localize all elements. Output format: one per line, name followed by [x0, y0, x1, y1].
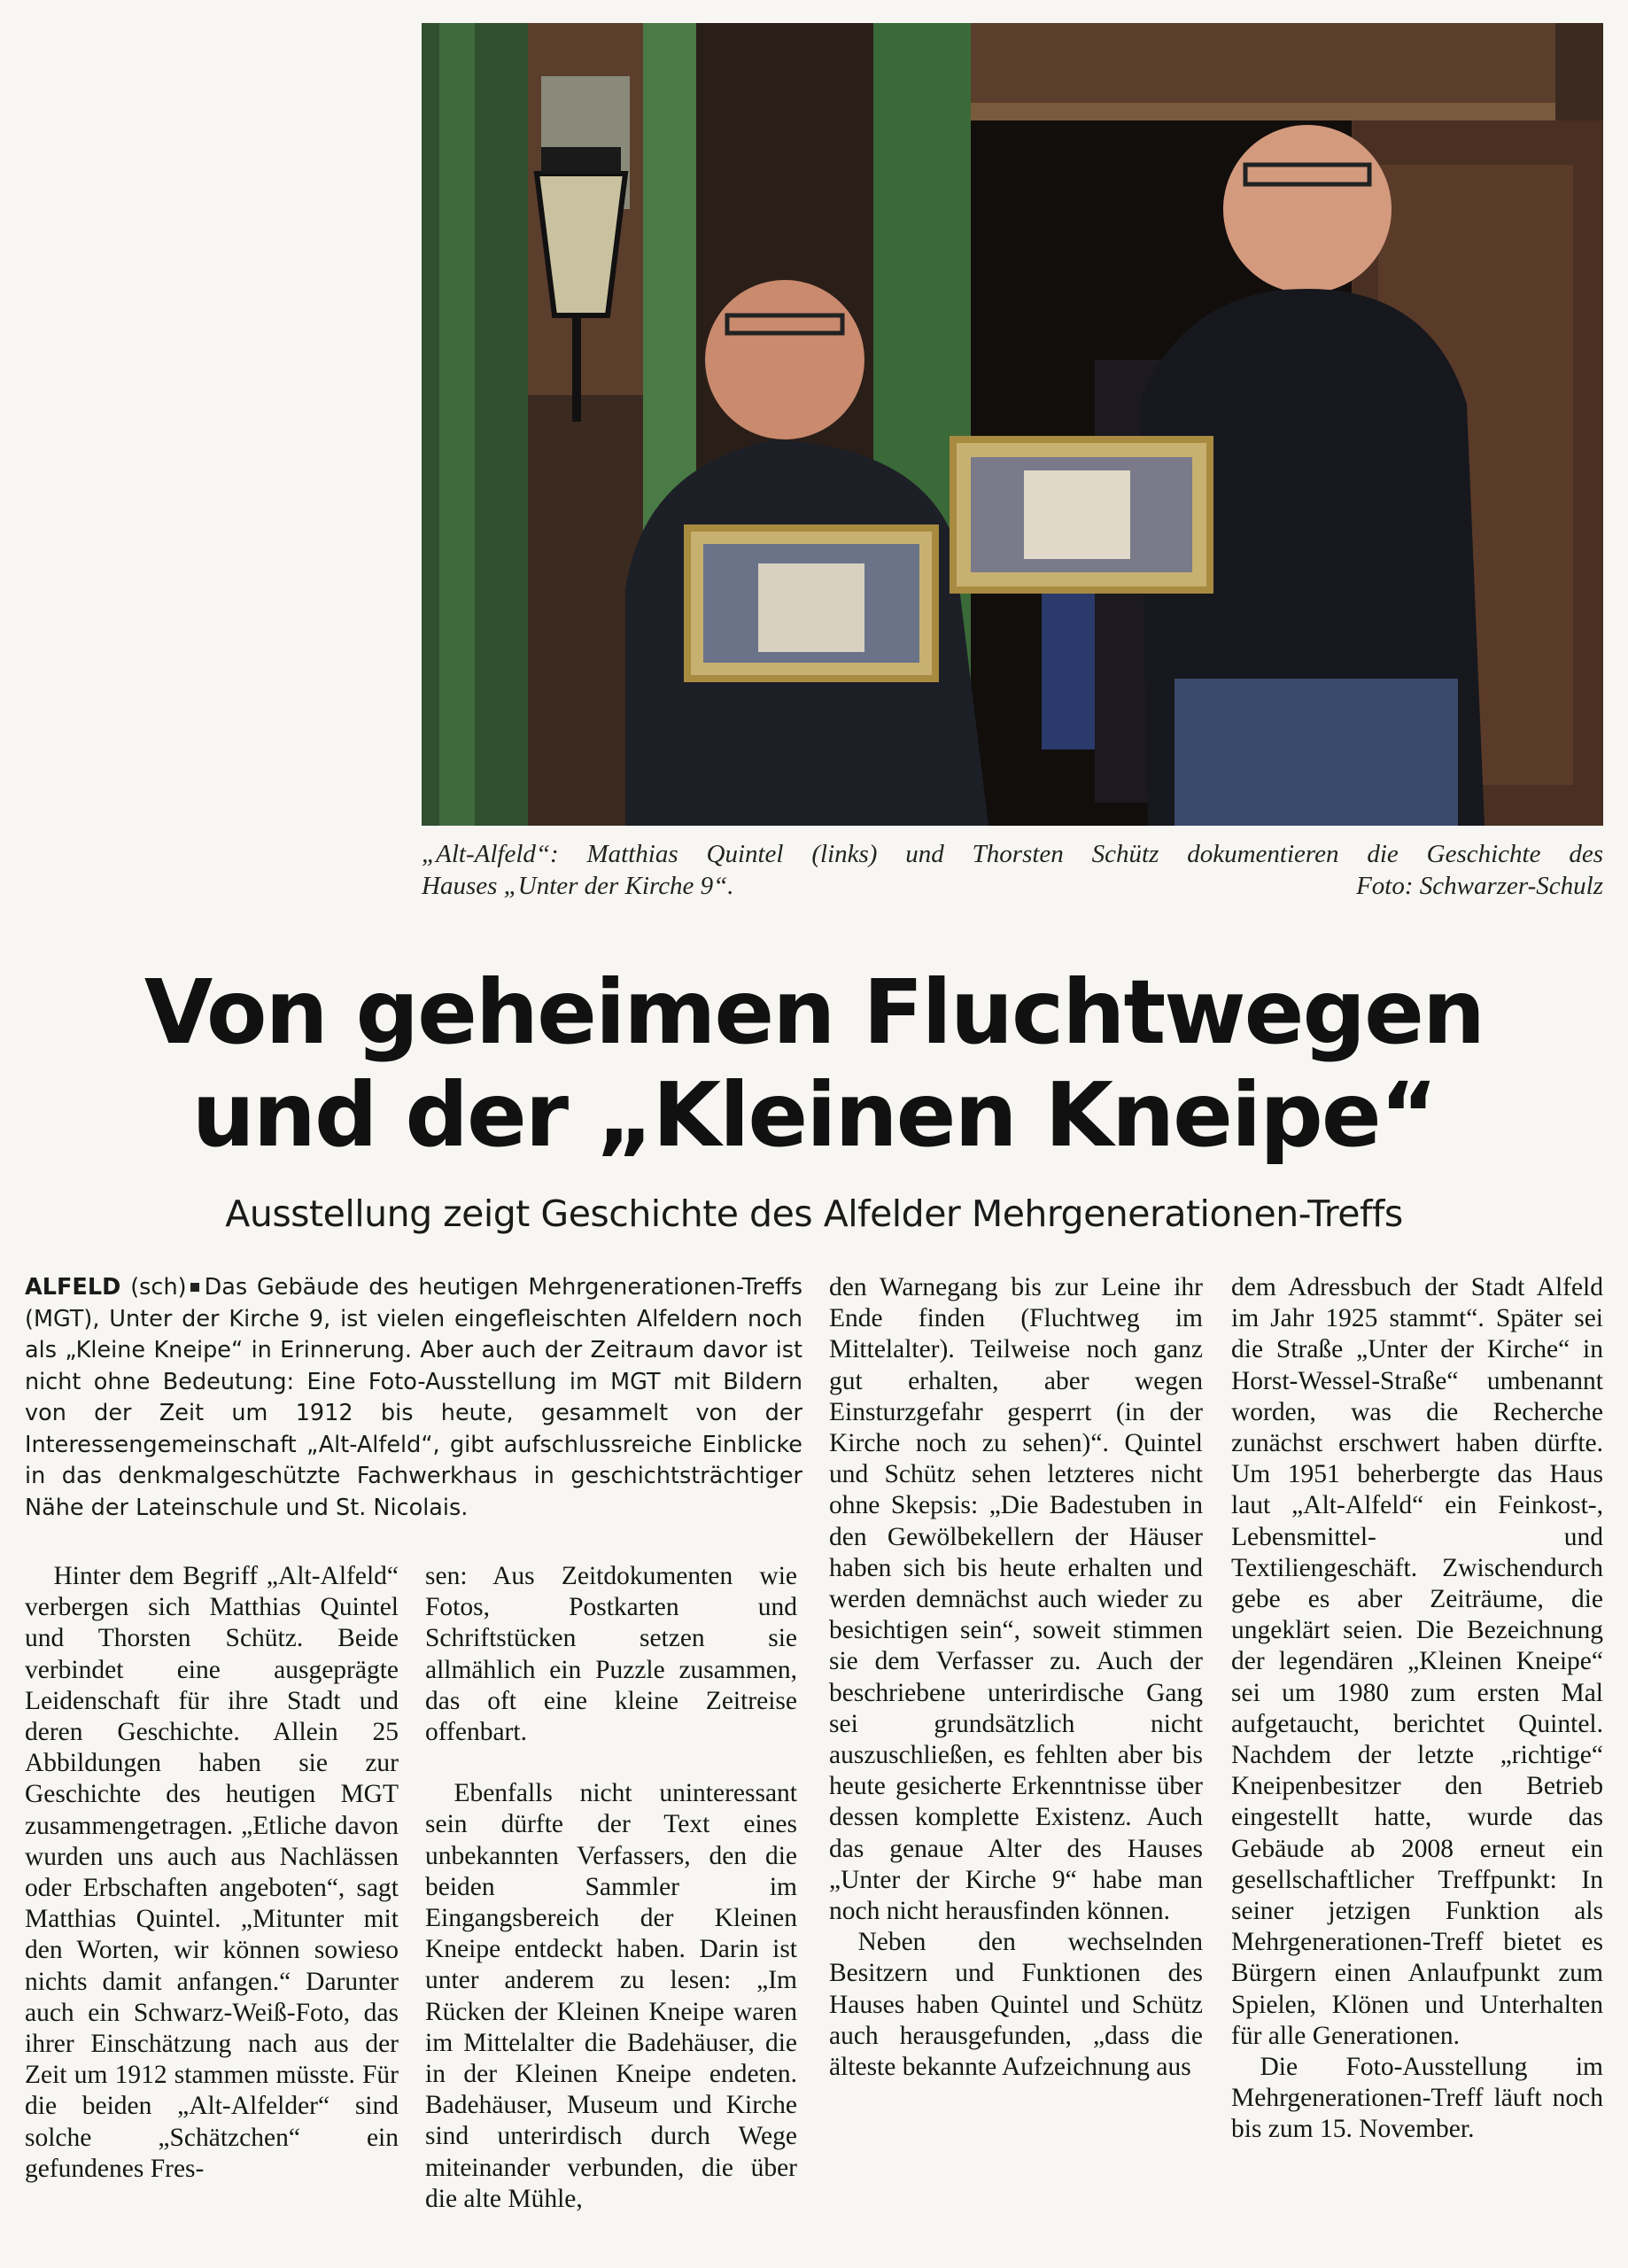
- headline-line-2: und der „Kleinen Kneipe“: [191, 1063, 1437, 1167]
- lead-text: Das Gebäude des heutigen Mehrgenerationen-Treffs (MGT), Unter der Kirche 9, ist vielen eingefleischten Alfeldern noch als „Kleine Kneipe“ in Erinnerung. Aber auch der Zeitraum davor ist nicht ohne Bedeutung: Eine Foto-Ausstellung im MGT mit Bildern von der Zeit um 1912 bis heute, gesammelt von der Interessengemeinschaft „Alt-Alfeld“, gibt aufschlussreiche Einblicke in das denkmalgeschützte Fachwerkhaus in geschichtsträchtiger Nähe der Lateinschule und St. Nicolais.: [25, 1274, 802, 1521]
- photo-credit: Foto: Schwarzer-Schulz: [1356, 872, 1603, 900]
- paragraph: Hinter dem Begriff „Alt-Alfeld“ verbergen sich Matthias Quintel und Thorsten Schütz. Beide verbindet eine ausgeprägte Leidenschaft für ihre Stadt und deren Geschichte. Allein 25 Abbildungen haben sie zur Geschichte des heutigen MGT zusammengetragen. „Etliche davon wurden uns auch aus Nachlässen oder Erbschaften angeboten“, sagt Matthias Quintel. „Mitunter mit den Worten, wir können sowieso nichts damit anfangen.“ Darunter auch ein Schwarz-Weiß-Foto, das ihrer Einschätzung nach aus der Zeit um 1912 stammen müsste. Für die beiden „Alt-Alfelder“ sind solche „Schätzchen“ ein gefundenes Fres-: [25, 1562, 399, 2183]
- body-column-3: [829, 1272, 1203, 2083]
- paragraph: dem Adressbuch der Stadt Alfeld im Jahr 1925 stammt“. Später sei die Straße „Unter der Kirche“ in Horst-Wessel-Straße“ umbenannt worden, was die Recherche zunächst erschwert haben dürfte. Um 1951 beherbergte das Haus laut „Alt-Alfeld“ ein Feinkost-, Lebensmittel- und Textiliengeschäft. Zwischendurch gebe es aber Zeiträume, die ungeklärt seien. Die Bezeichnung der legendären „Kleinen Kneipe“ sei um 1980 zum ersten Mal aufgetaucht, berichtet Quintel. Nachdem der letzte „richtige“ Kneipenbesitzer den Betrieb eingestellt hatte, wurde das Gebäude ab 2008 erneut ein gesellschaftlicher Treffpunkt: In seiner jetzigen Funktion als Mehrgenerationen-Treff bietet es Bürgern einen Anlaufpunkt zum Spielen, Klönen und Unterhalten für alle Generationen.: [1231, 1273, 1603, 2050]
- paragraph: Neben den wechselnden Besitzern und Funktionen des Hauses haben Quintel und Schütz auch herausgefunden, „dass die älteste bekannte Aufzeichnung aus: [829, 1928, 1203, 2082]
- author-code: (sch): [130, 1274, 187, 1301]
- paragraph: Die Foto-Ausstellung im Mehrgenerationen-Treff läuft noch bis zum 15. November.: [1231, 2053, 1603, 2144]
- headline: [0, 961, 1628, 1167]
- caption-line-1: „Alt-Alfeld“: Matthias Quintel (links) und Thorsten Schütz dokumentieren die Geschichte des: [422, 840, 1603, 868]
- body-column-1: [25, 1561, 399, 2185]
- photo-caption: [422, 838, 1603, 902]
- subheadline: Ausstellung zeigt Geschichte des Alfelder Mehrgenerationen-Treffs: [225, 1192, 1403, 1235]
- caption-line-2: [422, 870, 1603, 902]
- lead-paragraph: [25, 1272, 802, 1524]
- headline-line-1: Von geheimen Fluchtwegen: [143, 960, 1485, 1064]
- paragraph: den Warnegang bis zur Leine ihr Ende finden (Fluchtweg im Mittelalter). Teilweise noch ganz gut erhalten, aber wegen Einsturzgefahr gesperrt (in der Kirche noch zu sehen)“. Quintel und Schütz sehen letzteres nicht ohne Skepsis: „Die Badestuben in den Gewölbekellern der Häuser haben sich bis heute erhalten und werden demnächst auch wieder zu besichtigen sein“, soweit stimmen sie dem Verfasser zu. Auch der beschriebene unterirdische Gang sei grundsätzlich nicht auszuschließen, es fehlten aber bis heute gesicherte Erkenntnisse über dessen komplette Existenz. Auch das genaue Alter des Hauses „Unter der Kirche 9“ habe man noch nicht herausfinden können.: [829, 1273, 1203, 1926]
- paragraph: sen: Aus Zeitdokumenten wie Fotos, Postkarten und Schriftstücken setzen sie allmählich ein Puzzle zusammen, das oft eine kleine Zeitreise offenbart.: [425, 1562, 797, 1747]
- dateline-place: ALFELD: [25, 1274, 121, 1301]
- photo-illustration: [422, 23, 1603, 826]
- paragraph: Ebenfalls nicht uninteressant sein dürfte der Text eines unbekannten Verfassers, den die beiden Sammler im Eingangsbereich der Kleinen Kneipe entdeckt haben. Darin ist unter anderem zu lesen: „Im Rücken der Kleinen Kneipe waren im Mittelalter die Badehäuser, die in der Kleinen Kneipe endeten. Badehäuser, Museum und Kirche sind unterirdisch durch Wege miteinander verbunden, die über die alte Mühle,: [425, 1779, 797, 2213]
- body-column-2: [425, 1561, 797, 2215]
- bullet-icon: [190, 1283, 199, 1292]
- caption-text: Hauses „Unter der Kirche 9“.: [422, 872, 734, 900]
- article-photo: [422, 23, 1603, 826]
- body-column-4: [1231, 1272, 1603, 2146]
